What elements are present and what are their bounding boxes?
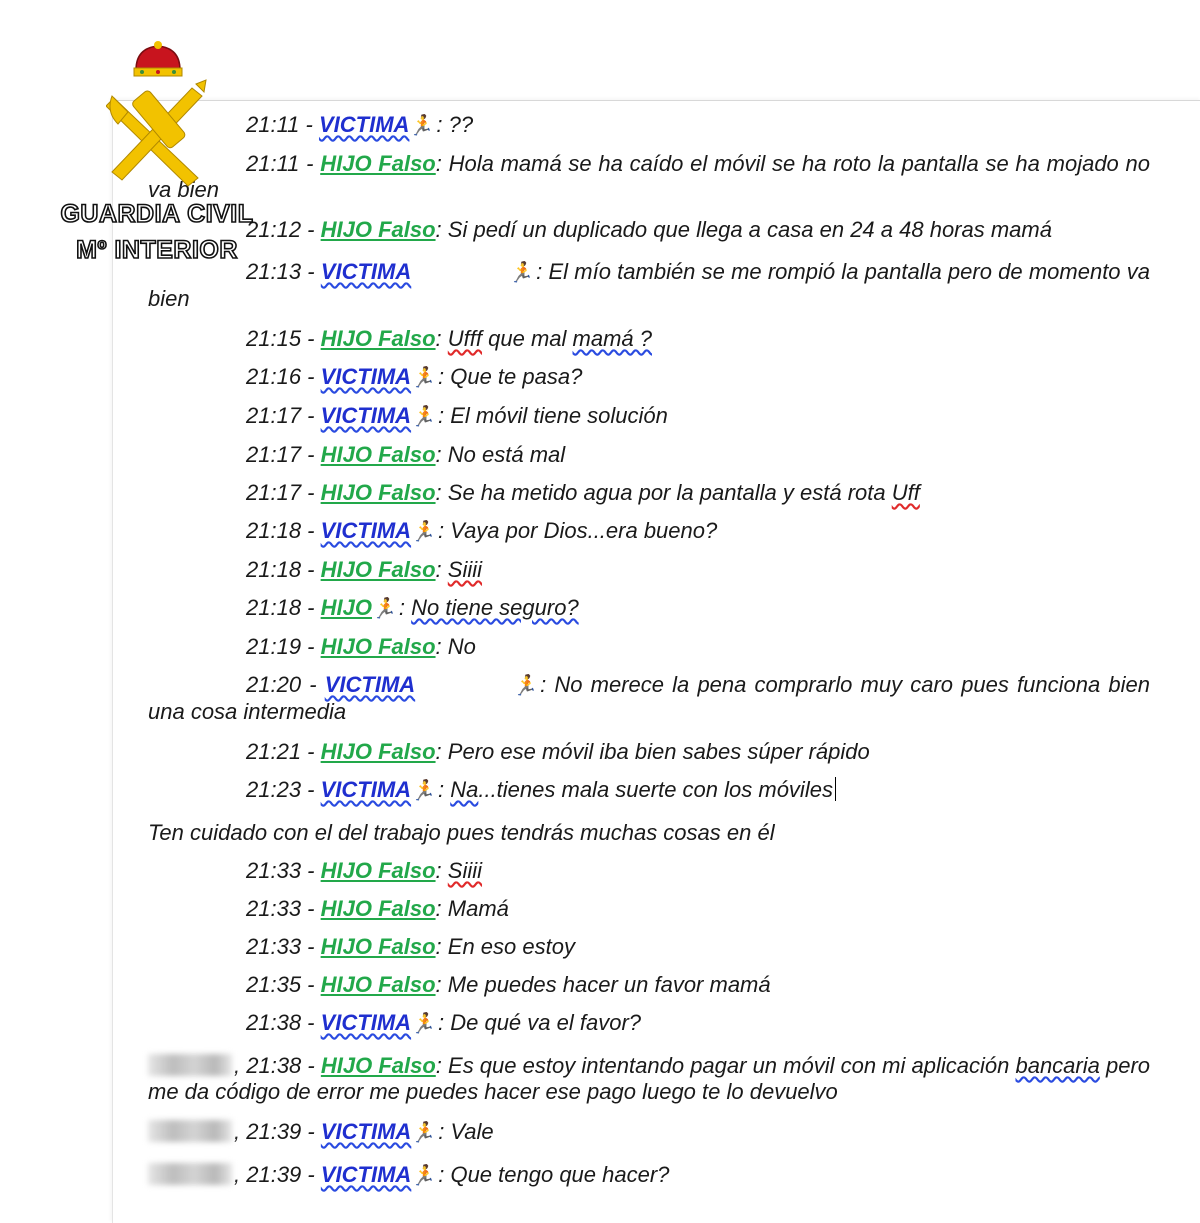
message-time: 21:39 (246, 1119, 302, 1144)
chat-message: 21:15 - HIJO Falso: Ufff que mal mamá ? (246, 326, 652, 351)
sender-name: VICTIMA (320, 259, 412, 284)
sender-name: VICTIMA (320, 403, 412, 428)
chat-transcript (148, 112, 1150, 1189)
message-text: No merece la pena comprarlo muy caro pues funciona bien una cosa intermedia (148, 672, 1150, 724)
message-time: 21:23 (246, 777, 302, 802)
message-time: 21:38 (246, 1053, 302, 1078)
chat-message: , 21:39 - VICTIMA🏃: Vale (148, 1119, 1150, 1146)
message-text: bancaria (1015, 1053, 1100, 1078)
sender-name: HIJO Falso (320, 634, 436, 659)
message-time: 21:18 (246, 518, 302, 543)
runner-icon: 🏃 (511, 675, 542, 697)
chat-message: 21:38 - VICTIMA🏃: De qué va el favor? (246, 1010, 641, 1035)
emblem-text-line1: GUARDIA CIVIL (60, 200, 254, 228)
sender-name: VICTIMA (320, 777, 412, 802)
sender-name: HIJO Falso (320, 1053, 436, 1078)
runner-icon: 🏃 (408, 115, 438, 137)
chat-message: 21:21 - HIJO Falso: Pero ese móvil iba bien sabes súper rápido (246, 739, 870, 764)
message-text: Me puedes hacer un favor mamá (447, 972, 771, 997)
message-time: 21:13 (246, 259, 302, 284)
sender-name: HIJO (320, 595, 372, 620)
chat-message: 21:35 - HIJO Falso: Me puedes hacer un favor mamá (246, 972, 771, 997)
message-text: Vale (450, 1119, 494, 1144)
sender-name: VICTIMA (320, 1010, 412, 1035)
message-text: Uff (891, 480, 920, 505)
message-text: Pero ese móvil iba bien sabes súper rápido (447, 739, 870, 764)
chat-message: 21:33 - HIJO Falso: En eso estoy (246, 934, 575, 959)
chat-message: 21:17 - HIJO Falso: No está mal (246, 442, 566, 467)
message-text: Ufff (447, 326, 483, 351)
message-text: Vaya por Dios...era bueno? (450, 518, 718, 543)
chat-message: , 21:38 - HIJO Falso: Es que estoy intentando pagar un móvil con mi aplicación bancaria pero me da código de error me puedes hacer ese pago luego te lo devuelvo (148, 1053, 1151, 1104)
message-time: 21:17 (246, 403, 302, 428)
message-text: Se ha metido agua por la pantalla y está rota (447, 480, 892, 505)
sender-name: HIJO Falso (320, 972, 436, 997)
message-text: mamá ? (572, 326, 652, 351)
sender-name: HIJO Falso (320, 934, 436, 959)
sender-name: VICTIMA (324, 672, 416, 697)
chat-message: 21:11 - VICTIMA🏃: ?? (246, 112, 474, 137)
message-time: 21:18 (246, 557, 302, 582)
sender-name: HIJO Falso (320, 151, 436, 176)
redacted-date (148, 1120, 232, 1142)
message-text: pero me da código de error me puedes hacer ese pago luego te lo devuelvo (148, 1053, 1151, 1104)
message-text: Si pedí un duplicado que llega a casa en 24 a 48 horas mamá (447, 217, 1052, 242)
chat-message: 21:11 - HIJO Falso: Hola mamá se ha caído el móvil se ha roto la pantalla se ha mojado no va bien (148, 151, 1150, 202)
sender-name: VICTIMA (318, 112, 410, 137)
message-time: 21:11 (246, 151, 300, 176)
sender-name: VICTIMA (320, 364, 412, 389)
message-time: 21:19 (246, 634, 302, 659)
message-text: No tiene seguro? (411, 595, 579, 620)
redacted-date (148, 1054, 232, 1076)
chat-message: , 21:39 - VICTIMA🏃: Que tengo que hacer? (148, 1162, 1150, 1189)
guardia-civil-emblem (44, 40, 270, 270)
chat-message: 21:13 - VICTIMA 🏃: El mío también se me rompió la pantalla pero de momento va bien (148, 259, 1150, 311)
runner-icon: 🏃 (409, 406, 440, 428)
message-time: 21:16 (246, 364, 302, 389)
chat-message: 21:20 - VICTIMA 🏃: No merece la pena comprarlo muy caro pues funciona bien una cosa intermedia (148, 672, 1150, 724)
message-time: 21:15 (246, 326, 302, 351)
emblem-text-line2: Mº INTERIOR (76, 236, 238, 264)
message-time: 21:39 (246, 1162, 302, 1187)
message-text: No (447, 634, 476, 659)
chat-message: 21:12 - HIJO Falso: Si pedí un duplicado que llega a casa en 24 a 48 horas mamá (246, 217, 1052, 242)
runner-icon: 🏃 (409, 780, 440, 802)
chat-message: 21:17 - HIJO Falso: Se ha metido agua por la pantalla y está rota Uff (246, 480, 920, 505)
message-time: 21:20 (246, 672, 302, 697)
runner-icon: 🏃 (409, 367, 440, 389)
message-time: 21:17 (246, 480, 302, 505)
message-text: En eso estoy (447, 934, 575, 959)
message-text: ?? (448, 112, 474, 137)
sender-name: HIJO Falso (320, 858, 436, 883)
message-time: 21:21 (246, 739, 302, 764)
chat-message: 21:19 - HIJO Falso: No (246, 634, 476, 659)
runner-icon: 🏃 (409, 1165, 440, 1187)
chat-message: 21:18 - HIJO Falso: Siiii (246, 557, 483, 582)
sender-name: HIJO Falso (320, 480, 436, 505)
message-time: 21:11 (246, 112, 300, 137)
message-time: 21:12 (246, 217, 302, 242)
sender-name: HIJO Falso (320, 557, 436, 582)
redacted-date (148, 1163, 232, 1185)
sender-name: VICTIMA (320, 518, 412, 543)
message-time: 21:33 (246, 934, 302, 959)
runner-icon: 🏃 (370, 598, 401, 620)
message-text: Que tengo que hacer? (450, 1162, 670, 1187)
guardia-civil-crest-icon (106, 40, 210, 190)
chat-message: 21:33 - HIJO Falso: Mamá (246, 896, 509, 921)
message-text: Na (450, 777, 479, 802)
message-text: que mal (482, 326, 573, 351)
sender-name: HIJO Falso (320, 896, 436, 921)
chat-message: 21:18 - VICTIMA🏃: Vaya por Dios...era bueno? (246, 518, 718, 543)
chat-message-continuation (148, 820, 1150, 846)
message-text: Es que estoy intentando pagar un móvil con mi aplicación (448, 1053, 1016, 1078)
message-text: De qué va el favor? (450, 1010, 641, 1035)
message-text: El móvil tiene solución (450, 403, 668, 428)
chat-message: 21:33 - HIJO Falso: Siiii (246, 858, 483, 883)
chat-message: 21:16 - VICTIMA🏃: Que te pasa? (246, 364, 583, 389)
message-text: Siiii (447, 557, 483, 582)
message-text: El mío también se me rompió la pantalla pero de momento va bien (148, 259, 1150, 311)
message-text: Mamá (447, 896, 509, 921)
runner-icon: 🏃 (409, 1013, 440, 1035)
message-text: No está mal (447, 442, 566, 467)
runner-icon: 🏃 (409, 1122, 440, 1144)
message-text: Hola mamá se ha caído el móvil se ha roto la pantalla se ha mojado no va bien (148, 151, 1150, 202)
message-time: 21:18 (246, 595, 302, 620)
message-time: 21:17 (246, 442, 302, 467)
sender-name: HIJO Falso (320, 217, 436, 242)
chat-message: 21:23 - VICTIMA🏃: Na...tienes mala suerte con los móviles (148, 777, 1150, 804)
message-time: 21:38 (246, 1010, 302, 1035)
sender-name: HIJO Falso (320, 442, 436, 467)
message-text: Que te pasa? (450, 364, 583, 389)
message-time: 21:33 (246, 896, 302, 921)
sender-name: HIJO Falso (320, 326, 436, 351)
sender-name: VICTIMA (320, 1162, 412, 1187)
sender-name: HIJO Falso (320, 739, 436, 764)
sender-name: VICTIMA (320, 1119, 412, 1144)
message-time: 21:35 (246, 972, 302, 997)
runner-icon: 🏃 (409, 521, 440, 543)
message-text: Siiii (447, 858, 483, 883)
chat-message: 21:18 - HIJO🏃: No tiene seguro? (246, 595, 579, 620)
message-text: Ten cuidado con el del trabajo pues tendrás muchas cosas en él (148, 820, 775, 845)
message-text: ...tienes mala suerte con los móviles (478, 777, 833, 802)
runner-icon: 🏃 (507, 262, 538, 284)
message-time: 21:33 (246, 858, 302, 883)
text-cursor (835, 777, 836, 801)
chat-message: 21:17 - VICTIMA🏃: El móvil tiene solución (246, 403, 668, 428)
